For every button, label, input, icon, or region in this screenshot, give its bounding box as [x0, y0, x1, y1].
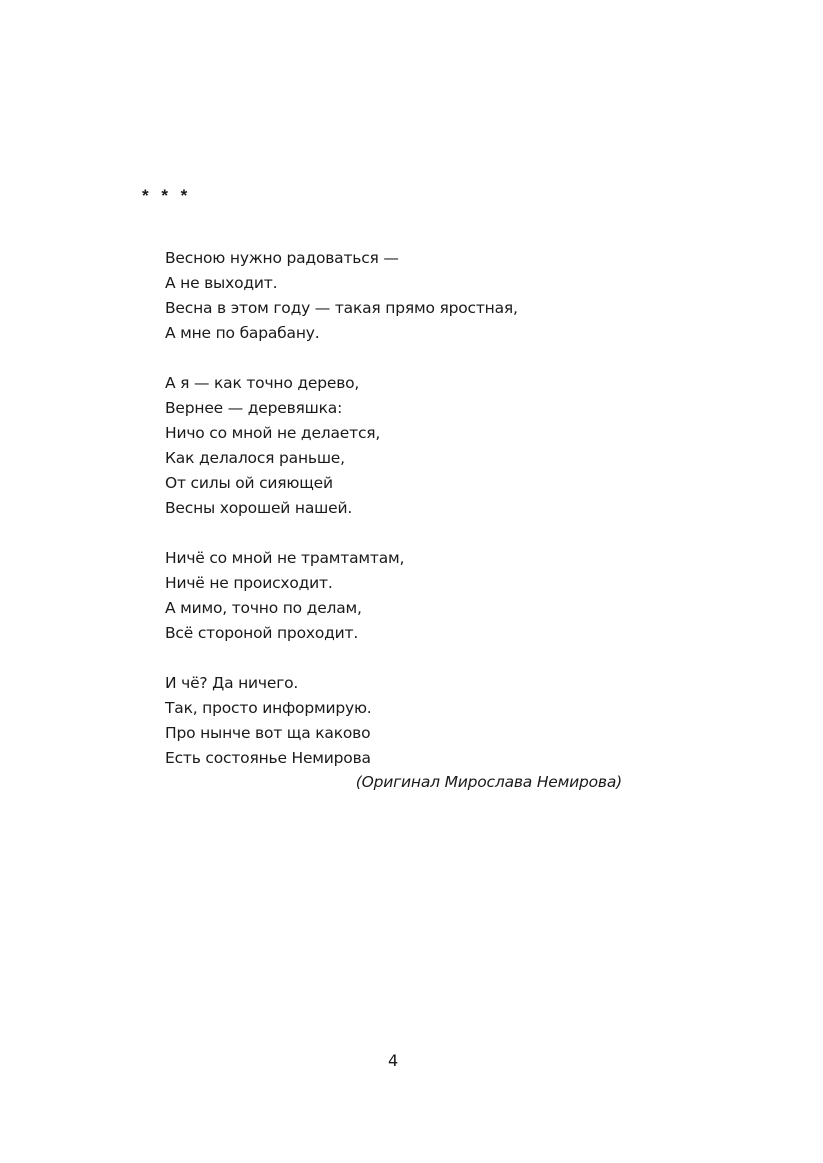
poem-line: Ничё со мной не трамтамтам, [165, 549, 405, 567]
poem-line: Ничо со мной не делается, [165, 424, 381, 442]
poem-line: А я — как точно дерево, [165, 374, 360, 392]
stanza [165, 371, 645, 521]
poem-line: А не выходит. [165, 274, 278, 292]
poem-line: Есть состоянье Немирова [165, 749, 371, 767]
poem-line: И чё? Да ничего. [165, 674, 299, 692]
poem-line: Так, просто информирую. [165, 699, 372, 717]
poem-line: А мимо, точно по делам, [165, 599, 362, 617]
poem-line: Вернее — деревяшка: [165, 399, 343, 417]
page-number: 4 [388, 1051, 399, 1070]
attribution: (Оригинал Мирослава Немирова) [355, 773, 622, 791]
stanza [165, 671, 645, 771]
poem-line: Про нынче вот ща каково [165, 724, 371, 742]
poem-line: Весною нужно радоваться — [165, 249, 399, 267]
poem-line: Как делалося раньше, [165, 449, 345, 467]
poem-line: Всё стороной проходит. [165, 624, 359, 642]
poem-line: Весна в этом году — такая прямо яростная, [165, 299, 518, 317]
poem-line: Весны хорошей нашей. [165, 499, 353, 517]
section-separator: * * * [142, 186, 192, 205]
stanza [165, 546, 645, 646]
poem-line: От силы ой сияющей [165, 474, 333, 492]
poem [165, 246, 645, 796]
poem-line: А мне по барабану. [165, 324, 320, 342]
poem-line: Ничё не происходит. [165, 574, 333, 592]
stanza [165, 246, 645, 346]
